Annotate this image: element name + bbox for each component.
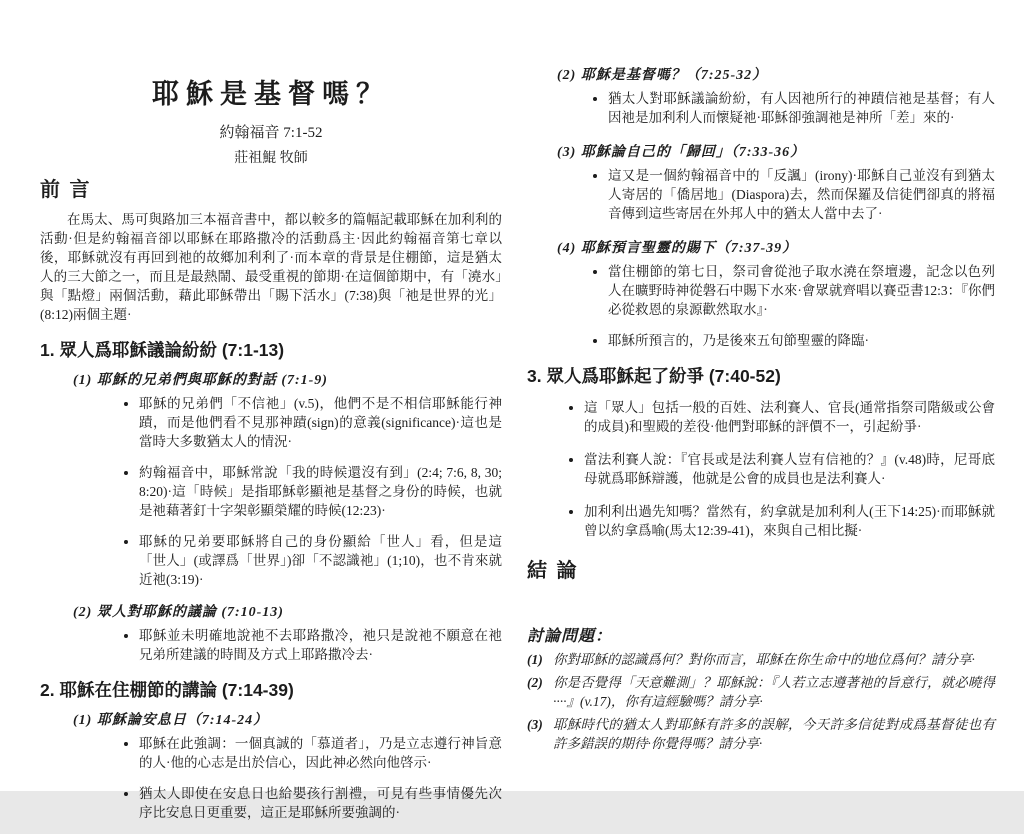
subsection-2-4-heading: (4) 耶穌預言聖靈的賜下（7:37-39） [557,241,798,256]
discussion-item-number: (1) [527,652,543,667]
bullet-item: • 耶穌的兄弟們「不信祂」(v.5)，他們不是不相信耶穌能行神蹟，而是他們看不見那神蹟(sign)的意義(significance)·這也是當時大多數猶太人的情況· [139,394,502,451]
bullet-item: • 耶穌的兄弟要耶穌將自己的身份顯給「世人」看，但是這「世人」(或譯爲「世界」)卻「不認識祂」(1;10)，也不肯來就近祂(3:19)· [139,532,502,589]
conclusion-heading: 結 論 [527,560,579,582]
discussion-heading: 討論問題： [527,628,613,645]
discussion-item [527,673,995,711]
bullet-item: • 約翰福音中，耶穌常說「我的時候還沒有到」(2:4; 7:6, 8, 30; 8:20)·這「時候」是指耶穌彰顯祂是基督之身份的時候，也就是祂藉著釘十字架彰顯榮耀的時候(12:23)· [139,463,502,520]
discussion-item-text: 耶穌時代的猶太人對耶穌有許多的誤解，今天許多信徒對成爲基督徒也有許多錯誤的期待·你覺得嗎？請分享· [553,717,995,751]
bullet-item: • 耶穌所預言的，乃是後來五旬節聖靈的降臨· [608,331,995,350]
bullet-item: • 加利利出過先知嗎？當然有，約拿就是加利利人(王下14:25)·而耶穌就曾以約拿爲喻(馬太12:39-41)，來與自己相比擬· [584,502,995,540]
scripture-reference: 約翰福音 7:1-52 [219,125,323,141]
preface-paragraph: 在馬太、馬可與路加三本福音書中，都以較多的篇幅記載耶穌在加利利的活動·但是約翰福音卻以耶穌在耶路撒冷的活動爲主·因此約翰福音第七章以後，耶穌就沒有再回到祂的故鄉加利利了·而本章的背景是住棚節，這是猶太人的三大節之一，而且是最熱鬧、最受重視的節期·在這個節期中，有「澆水」與「點燈」兩個活動，藉此耶穌帶出「賜下活水」(7:38)與「祂是世界的光」(8:12)兩個主題· [40,212,502,322]
subsection-1-1-bullets [40,394,502,589]
discussion-item-text: 你對耶穌的認識爲何？對你而言，耶穌在你生命中的地位爲何？請分享· [553,652,975,667]
bullet-item: • 耶穌並未明確地說祂不去耶路撒冷，祂只是說祂不願意在祂兄弟所建議的時間及方式上耶路撒冷去· [139,626,502,664]
bullet-item: • 當法利賽人說：『官長或是法利賽人豈有信祂的？』(v.48)時，尼哥底母就爲耶穌辯護，他就是公會的成員也是法利賽人· [584,450,995,488]
bullet-item: • 這「眾人」包括一般的百姓、法利賽人、官長(通常指祭司階級或公會的成員)和聖殿的差役·他們對耶穌的評價不一，引起紛爭· [584,398,995,436]
bullet-item: • 猶太人即使在安息日也給嬰孩行割禮，可見有些事情優先次序比安息日更重要，這正是耶穌所要強調的· [139,784,502,822]
bullet-item: • 耶穌在此強調：一個真誠的「慕道者」，乃是立志遵行神旨意的人·他的心志是出於信心，因此神必然向他啓示· [139,734,502,772]
subsection-1-1-heading: (1) 耶穌的兄弟們與耶穌的對話 (7:1-9) [73,373,328,388]
bullet-item: • 猶太人對耶穌議論紛紛，有人因祂所行的神蹟信祂是基督；有人因祂是加利利人而懷疑祂·耶穌卻強調祂是神所「差」來的· [608,89,995,127]
subsection-2-2-bullets [527,89,995,127]
subsection-2-1-heading: (1) 耶穌論安息日（7:14-24） [73,713,269,728]
subsection-1-2-heading: (2) 眾人對耶穌的議論 (7:10-13) [73,605,284,620]
right-column [527,0,995,753]
section-2-heading: 2. 耶穌在住棚節的講論 (7:14-39) [40,680,294,700]
bullet-item: • 當住棚節的第七日，祭司會從池子取水澆在祭壇邊，記念以色列人在曠野時神從磐石中賜下水來·會眾就齊唱以賽亞書12:3：『你們必從救恩的泉源歡然取水』· [608,262,995,319]
discussion-item-number: (3) [527,717,543,732]
subsection-2-3-bullets [527,166,995,223]
doc-title: 耶穌是基督嗎？ [152,79,390,109]
discussion-section [527,623,995,753]
title-block [40,0,502,167]
preface-heading: 前 言 [40,179,92,201]
discussion-item-text: 你是否覺得「天意難測」？耶穌說：『人若立志遵著祂的旨意行，就必曉得····』(v.17)，你有這經驗嗎？請分享· [553,675,995,709]
subsection-2-2-heading: (2) 耶穌是基督嗎？（7:25-32） [557,68,768,83]
discussion-item-number: (2) [527,675,543,690]
section-1-heading: 1. 眾人爲耶穌議論紛紛 (7:1-13) [40,340,285,360]
author-name: 莊祖鯤 牧師 [234,151,308,166]
section-3-bullets [527,398,995,540]
subsection-2-4-bullets [527,262,995,350]
discussion-item [527,715,995,753]
discussion-item [527,650,995,669]
left-column [40,0,502,834]
subsection-2-3-heading: (3) 耶穌論自己的「歸回」（7:33-36） [557,145,806,160]
bullet-item: • 這又是一個約翰福音中的「反諷」(irony)·耶穌自己並沒有到猶太人寄居的「僑居地」(Diaspora)去，然而保羅及信徒們卻真的將福音傳到這些寄居在外邦人中的猶太人當中去了· [608,166,995,223]
section-3-heading: 3. 眾人爲耶穌起了紛爭 (7:40-52) [527,366,781,386]
subsection-2-1-bullets [40,734,502,822]
subsection-1-2-bullets [40,626,502,664]
